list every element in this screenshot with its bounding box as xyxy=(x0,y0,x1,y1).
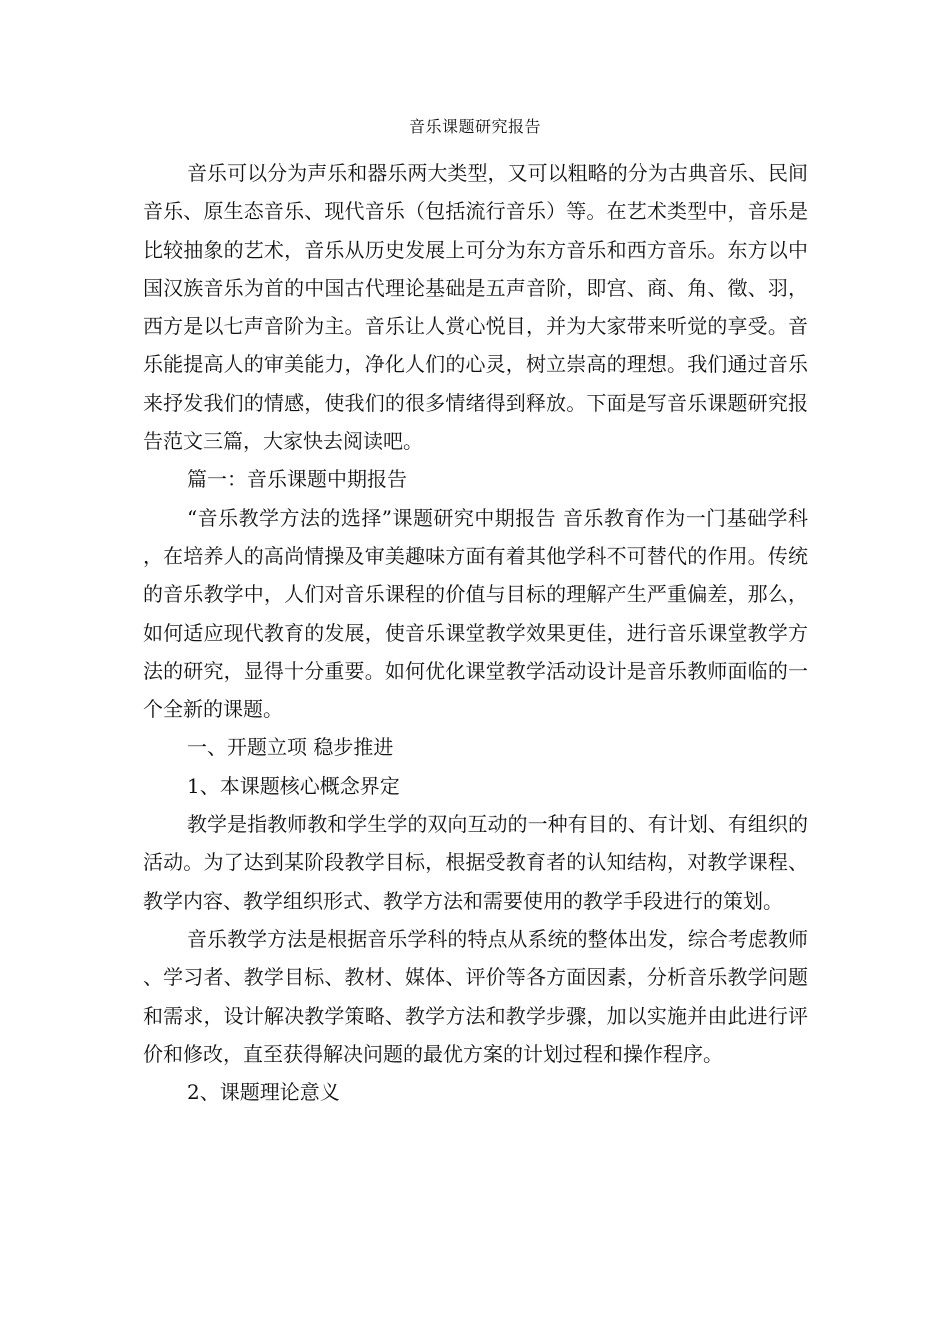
report-intro-paragraph: “音乐教学方法的选择”课题研究中期报告 音乐教育作为一门基础学科，在培养人的高尚情操及审美趣味方面有着其他学科不可替代的作用。传统的音乐教学中，人们对音乐课程的价值与目标的理解产生严重偏差，那么，如何适应现代教育的发展，使音乐课堂教学效果更佳，进行音乐课堂教学方法的研究，显得十分重要。如何优化课堂教学活动设计是音乐教师面临的一个全新的课题。 xyxy=(143,505,808,722)
subsection-heading-1-2: 2、课题理论意义 xyxy=(187,1080,340,1105)
section-heading-1: 一、开题立项 稳步推进 xyxy=(187,735,394,760)
subsection-heading-1-1: 1、本课题核心概念界定 xyxy=(187,773,400,798)
document-title: 音乐课题研究报告 xyxy=(408,117,541,136)
music-teaching-method-paragraph: 音乐教学方法是根据音乐学科的特点从系统的整体出发，综合考虑教师、学习者、教学目标、教材、媒体、评价等各方面因素，分析音乐教学问题和需求，设计解决教学策略、教学方法和教学步骤，加以实施并由此进行评价和修改，直至获得解决问题的最优方案的计划过程和操作程序。 xyxy=(143,926,808,1066)
teaching-definition-paragraph: 教学是指教师教和学生学的双向互动的一种有目的、有计划、有组织的活动。为了达到某阶段教学目标，根据受教育者的认知结构，对教学课程、教学内容、教学组织形式、教学方法和需要使用的教学手段进行的策划。 xyxy=(143,812,808,913)
intro-paragraph: 音乐可以分为声乐和器乐两大类型，又可以粗略的分为古典音乐、民间音乐、原生态音乐、现代音乐（包括流行音乐）等。在艺术类型中，音乐是比较抽象的艺术，音乐从历史发展上可分为东方音乐和西方音乐。东方以中国汉族音乐为首的中国古代理论基础是五声音阶，即宫、商、角、徵、羽，西方是以七声音阶为主。音乐让人赏心悦目，并为大家带来听觉的享受。音乐能提高人的审美能力，净化人们的心灵，树立崇高的理想。我们通过音乐来抒发我们的情感，使我们的很多情绪得到释放。下面是写音乐课题研究报告范文三篇，大家快去阅读吧。 xyxy=(143,161,808,454)
document-body xyxy=(143,154,808,1111)
section-heading-part-one: 篇一：音乐课题中期报告 xyxy=(187,467,407,492)
